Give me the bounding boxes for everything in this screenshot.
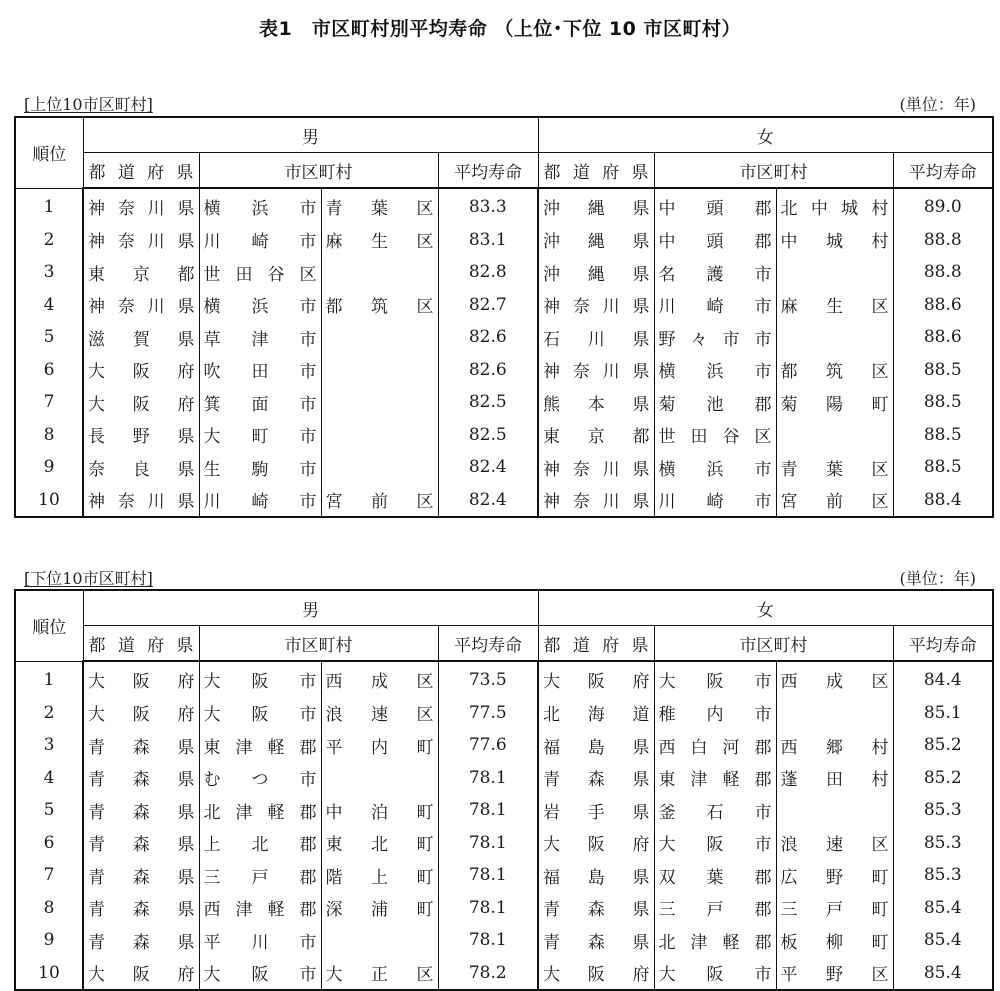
rank-cell: 4 [15,762,83,795]
female-city-cell: 名 護 市 [654,256,776,289]
table-row [15,256,993,289]
male-prefecture-cell: 大 阪 府 [83,697,199,730]
female-prefecture-cell: 沖 縄 県 [538,188,654,224]
male-life-header: 平均寿命 [438,153,538,189]
male-life-expectancy-cell: 82.5 [438,386,538,419]
rank-cell: 9 [15,451,83,484]
male-city-cell: 川 崎 市 [199,484,321,518]
top-ranking-table [14,116,994,518]
table-row [15,892,993,925]
male-life-expectancy-cell: 82.7 [438,289,538,322]
table-row [15,729,993,762]
male-life-expectancy-cell: 78.1 [438,924,538,957]
female-life-expectancy-cell: 88.5 [923,359,962,380]
male-life-expectancy-cell: 78.1 [438,859,538,892]
male-ward-cell [321,256,438,289]
female-prefecture-cell: 神 奈 川 県 [538,289,654,322]
female-ward-cell: 都 筑 区 [776,354,893,387]
top-unit-label: (単位：年) [899,95,976,114]
male-ward-cell [321,386,438,419]
female-life-expectancy-cell: 85.3 [923,865,962,886]
female-prefecture-cell: 大 阪 府 [538,661,654,697]
male-prefecture-header: 都 道 府 県 [83,153,199,189]
female-ward-cell: 西 郷 村 [776,729,893,762]
page-title: 表1 市区町村別平均寿命 （上位･下位 10 市区町村） [258,18,741,40]
male-city-cell: 上 北 郡 [199,827,321,860]
male-prefecture-header: 都 道 府 県 [83,626,199,662]
female-city-cell: 野 々 市 市 [654,321,776,354]
rank-cell: 5 [15,321,83,354]
female-prefecture-cell: 大 阪 府 [538,957,654,991]
male-city-cell: 三 戸 郡 [199,859,321,892]
female-prefecture-cell: 青 森 県 [538,924,654,957]
female-prefecture-cell: 神 奈 川 県 [538,354,654,387]
female-city-cell: 大 阪 市 [654,661,776,697]
male-life-expectancy-cell: 83.1 [438,224,538,257]
male-city-cell: 大 町 市 [199,419,321,452]
female-prefecture-cell: 福 島 県 [538,729,654,762]
female-ward-cell [776,256,893,289]
male-life-header: 平均寿命 [438,626,538,662]
female-life-expectancy-cell: 89.0 [923,197,962,218]
table-row [15,924,993,957]
table-row [15,289,993,322]
rank-header: 順位 [15,117,83,188]
female-prefecture-header: 都 道 府 県 [538,626,654,662]
female-prefecture-cell: 沖 縄 県 [538,224,654,257]
rank-cell: 8 [15,892,83,925]
female-city-cell: 川 崎 市 [654,484,776,518]
male-city-cell: 川 崎 市 [199,224,321,257]
table-row [15,697,993,730]
bottom-table-body [15,661,993,990]
female-ward-cell: 広 野 町 [776,859,893,892]
female-city-cell: 三 戸 郡 [654,892,776,925]
male-prefecture-cell: 青 森 県 [83,729,199,762]
male-ward-cell: 宮 前 区 [321,484,438,518]
male-prefecture-cell: 奈 良 県 [83,451,199,484]
male-city-cell: 東 津 軽 郡 [199,729,321,762]
male-ward-cell: 西 成 区 [321,661,438,697]
rank-cell: 6 [15,354,83,387]
female-life-expectancy-cell: 85.3 [923,800,962,821]
male-prefecture-cell: 神 奈 川 県 [83,484,199,518]
male-prefecture-cell: 青 森 県 [83,859,199,892]
female-life-expectancy-cell: 88.8 [923,262,962,283]
female-ward-cell: 板 柳 町 [776,924,893,957]
bottom-unit-label: (単位：年) [899,569,976,588]
female-city-cell: 釜 石 市 [654,794,776,827]
male-header: 男 [83,590,538,626]
male-life-expectancy-cell: 77.5 [438,697,538,730]
male-life-expectancy-cell: 78.1 [438,892,538,925]
male-city-cell: 横 浜 市 [199,289,321,322]
male-city-cell: 西 津 軽 郡 [199,892,321,925]
male-ward-cell: 大 正 区 [321,957,438,991]
female-prefecture-header: 都 道 府 県 [538,153,654,189]
female-city-cell: 双 葉 郡 [654,859,776,892]
male-prefecture-cell: 青 森 県 [83,762,199,795]
table-row [15,224,993,257]
female-life-expectancy-cell: 88.5 [923,424,962,445]
male-city-cell: 平 川 市 [199,924,321,957]
female-ward-cell [776,419,893,452]
female-life-expectancy-cell: 85.3 [923,832,962,853]
rank-cell: 7 [15,386,83,419]
male-life-expectancy-cell: 82.4 [438,451,538,484]
female-ward-cell: 北 中 城 村 [776,188,893,224]
male-city-cell: 大 阪 市 [199,957,321,991]
female-prefecture-cell: 神 奈 川 県 [538,451,654,484]
male-city-cell: 世 田 谷 区 [199,256,321,289]
male-life-expectancy-cell: 82.6 [438,321,538,354]
table-row [15,957,993,991]
male-ward-cell: 深 浦 町 [321,892,438,925]
rank-cell: 2 [15,224,83,257]
male-ward-cell [321,451,438,484]
male-city-cell: 大 阪 市 [199,697,321,730]
female-prefecture-cell: 石 川 県 [538,321,654,354]
female-ward-cell: 平 野 区 [776,957,893,991]
male-ward-cell: 中 泊 町 [321,794,438,827]
female-life-expectancy-cell: 85.2 [923,735,962,756]
female-life-expectancy-cell: 88.6 [923,327,962,348]
female-ward-cell: 中 城 村 [776,224,893,257]
male-prefecture-cell: 大 阪 府 [83,386,199,419]
female-city-cell: 北 津 軽 郡 [654,924,776,957]
male-prefecture-cell: 神 奈 川 県 [83,188,199,224]
male-prefecture-cell: 長 野 県 [83,419,199,452]
female-city-cell: 横 浜 市 [654,354,776,387]
male-life-expectancy-cell: 83.3 [438,188,538,224]
female-municipality-header: 市区町村 [654,626,893,662]
male-life-expectancy-cell: 78.1 [438,794,538,827]
rank-cell: 10 [15,484,83,518]
female-ward-cell [776,697,893,730]
female-prefecture-cell: 東 京 都 [538,419,654,452]
male-prefecture-cell: 大 阪 府 [83,957,199,991]
male-life-expectancy-cell: 78.1 [438,762,538,795]
female-life-expectancy-cell: 88.6 [923,294,962,315]
male-city-cell: 草 津 市 [199,321,321,354]
female-ward-cell: 青 葉 区 [776,451,893,484]
rank-cell: 4 [15,289,83,322]
female-prefecture-cell: 大 阪 府 [538,827,654,860]
female-city-cell: 西 白 河 郡 [654,729,776,762]
rank-cell: 1 [15,661,83,697]
female-header: 女 [538,117,993,153]
male-city-cell: 大 阪 市 [199,661,321,697]
table-row [15,827,993,860]
male-life-expectancy-cell: 73.5 [438,661,538,697]
table-row [15,321,993,354]
female-ward-cell: 宮 前 区 [776,484,893,518]
female-life-expectancy-cell: 85.4 [923,962,962,983]
male-header: 男 [83,117,538,153]
female-prefecture-cell: 神 奈 川 県 [538,484,654,518]
male-municipality-header: 市区町村 [199,153,438,189]
top-table-body [15,188,993,517]
male-life-expectancy-cell: 82.8 [438,256,538,289]
male-ward-cell [321,924,438,957]
male-prefecture-cell: 東 京 都 [83,256,199,289]
female-prefecture-cell: 青 森 県 [538,892,654,925]
female-ward-cell: 三 戸 町 [776,892,893,925]
top-section-label: [上位10市区町村] [24,95,153,114]
female-ward-cell: 蓬 田 村 [776,762,893,795]
female-ward-cell: 浪 速 区 [776,827,893,860]
male-city-cell: 箕 面 市 [199,386,321,419]
male-ward-cell: 青 葉 区 [321,188,438,224]
female-ward-cell: 麻 生 区 [776,289,893,322]
rank-cell: 6 [15,827,83,860]
male-ward-cell: 平 内 町 [321,729,438,762]
male-prefecture-cell: 青 森 県 [83,892,199,925]
bottom-section-label: [下位10市区町村] [24,569,153,588]
female-city-cell: 稚 内 市 [654,697,776,730]
table-row [15,386,993,419]
male-city-cell: 北 津 軽 郡 [199,794,321,827]
female-prefecture-cell: 熊 本 県 [538,386,654,419]
female-prefecture-cell: 沖 縄 県 [538,256,654,289]
rank-cell: 5 [15,794,83,827]
rank-cell: 8 [15,419,83,452]
male-life-expectancy-cell: 82.5 [438,419,538,452]
female-prefecture-cell: 青 森 県 [538,762,654,795]
female-city-cell: 東 津 軽 郡 [654,762,776,795]
female-life-header: 平均寿命 [893,153,993,189]
female-city-cell: 横 浜 市 [654,451,776,484]
male-city-cell: 生 駒 市 [199,451,321,484]
female-city-cell: 世 田 谷 区 [654,419,776,452]
male-prefecture-cell: 青 森 県 [83,794,199,827]
rank-cell: 3 [15,256,83,289]
male-prefecture-cell: 青 森 県 [83,827,199,860]
female-city-cell: 菊 池 郡 [654,386,776,419]
male-life-expectancy-cell: 78.2 [438,957,538,991]
male-ward-cell [321,419,438,452]
female-life-expectancy-cell: 85.1 [923,702,962,723]
female-life-expectancy-cell: 88.8 [923,229,962,250]
male-city-cell: 横 浜 市 [199,188,321,224]
male-city-cell: 吹 田 市 [199,354,321,387]
table-row [15,451,993,484]
male-ward-cell: 都 筑 区 [321,289,438,322]
female-life-expectancy-cell: 88.4 [923,489,962,510]
female-city-cell: 中 頭 郡 [654,224,776,257]
female-city-cell: 川 崎 市 [654,289,776,322]
rank-header: 順位 [15,590,83,661]
table-row [15,661,993,697]
table-row [15,419,993,452]
male-municipality-header: 市区町村 [199,626,438,662]
rank-cell: 3 [15,729,83,762]
female-city-cell: 中 頭 郡 [654,188,776,224]
male-prefecture-cell: 神 奈 川 県 [83,289,199,322]
female-life-expectancy-cell: 85.4 [923,930,962,951]
female-ward-cell [776,794,893,827]
female-life-expectancy-cell: 88.5 [923,457,962,478]
male-ward-cell [321,762,438,795]
male-ward-cell [321,321,438,354]
male-ward-cell: 東 北 町 [321,827,438,860]
male-life-expectancy-cell: 77.6 [438,729,538,762]
female-ward-cell [776,321,893,354]
table-row [15,484,993,518]
table-row [15,188,993,224]
female-ward-cell: 西 成 区 [776,661,893,697]
female-life-expectancy-cell: 84.4 [923,670,962,691]
male-prefecture-cell: 大 阪 府 [83,354,199,387]
female-header: 女 [538,590,993,626]
female-ward-cell: 菊 陽 町 [776,386,893,419]
bottom-ranking-table [14,589,994,991]
male-prefecture-cell: 神 奈 川 県 [83,224,199,257]
male-city-cell: む つ 市 [199,762,321,795]
male-prefecture-cell: 大 阪 府 [83,661,199,697]
rank-cell: 7 [15,859,83,892]
male-ward-cell: 麻 生 区 [321,224,438,257]
table-row [15,859,993,892]
male-prefecture-cell: 滋 賀 県 [83,321,199,354]
female-life-expectancy-cell: 88.5 [923,392,962,413]
female-life-expectancy-cell: 85.4 [923,897,962,918]
rank-cell: 2 [15,697,83,730]
male-life-expectancy-cell: 82.4 [438,484,538,518]
male-ward-cell [321,354,438,387]
female-city-cell: 大 阪 市 [654,957,776,991]
rank-cell: 1 [15,188,83,224]
female-prefecture-cell: 福 島 県 [538,859,654,892]
rank-cell: 10 [15,957,83,991]
table-row [15,354,993,387]
male-ward-cell: 階 上 町 [321,859,438,892]
female-prefecture-cell: 岩 手 県 [538,794,654,827]
male-prefecture-cell: 青 森 県 [83,924,199,957]
table-row [15,762,993,795]
female-prefecture-cell: 北 海 道 [538,697,654,730]
rank-cell: 9 [15,924,83,957]
female-city-cell: 大 阪 市 [654,827,776,860]
male-life-expectancy-cell: 78.1 [438,827,538,860]
female-life-expectancy-cell: 85.2 [923,767,962,788]
female-life-header: 平均寿命 [893,626,993,662]
female-municipality-header: 市区町村 [654,153,893,189]
table-row [15,794,993,827]
male-life-expectancy-cell: 82.6 [438,354,538,387]
male-ward-cell: 浪 速 区 [321,697,438,730]
